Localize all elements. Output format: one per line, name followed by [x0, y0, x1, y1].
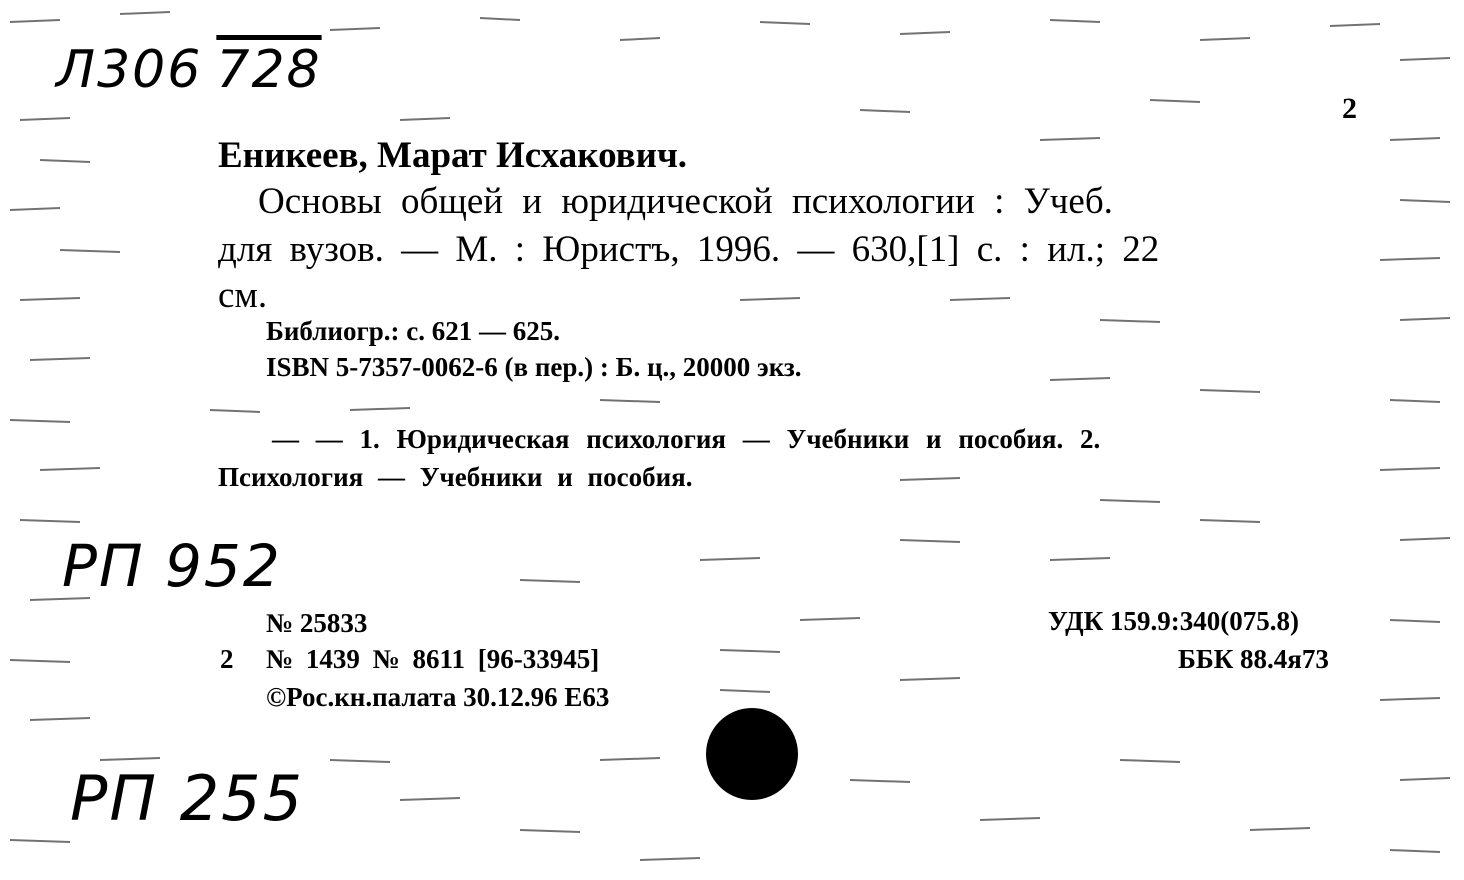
registration-number: № 25833	[266, 608, 368, 638]
punch-hole	[706, 708, 798, 800]
record-numbers: № 1439 № 8611 [96-33945]	[266, 644, 600, 674]
title-line-2: для вузов. — М. : Юристъ, 1996. — 630,[1] с. : ил.; 22	[218, 229, 1160, 270]
handwritten-suffix: 728	[216, 40, 322, 100]
bibliography-note: Библиогр.: с. 621 — 625.	[266, 316, 560, 346]
title-line-1: Основы общей и юридической психологии : Учеб.	[258, 181, 1113, 222]
title-line-3: см.	[218, 275, 268, 316]
handwritten-mark-bottom: РП 255	[70, 762, 305, 835]
handwritten-prefix: Л306	[56, 40, 203, 100]
handwritten-call-number	[56, 40, 322, 100]
card-number: 2	[1342, 92, 1357, 125]
udk-code: УДК 159.9:340(075.8)	[1048, 606, 1299, 636]
subjects-line-1: — — 1. Юридическая психология — Учебники и пособия. 2.	[272, 424, 1101, 454]
subjects-line-2: Психология — Учебники и пособия.	[218, 462, 693, 492]
copies-prefix: 2	[220, 644, 234, 674]
copyright-line: ©Рос.кн.палата 30.12.96 Е63	[266, 682, 610, 712]
handwritten-mark-middle: РП 952	[62, 532, 282, 600]
author-heading: Еникеев, Марат Исхакович.	[218, 135, 688, 176]
isbn-line: ISBN 5-7357-0062-6 (в пер.) : Б. ц., 20000 экз.	[266, 352, 802, 382]
bbk-code: ББК 88.4я73	[1178, 644, 1329, 674]
